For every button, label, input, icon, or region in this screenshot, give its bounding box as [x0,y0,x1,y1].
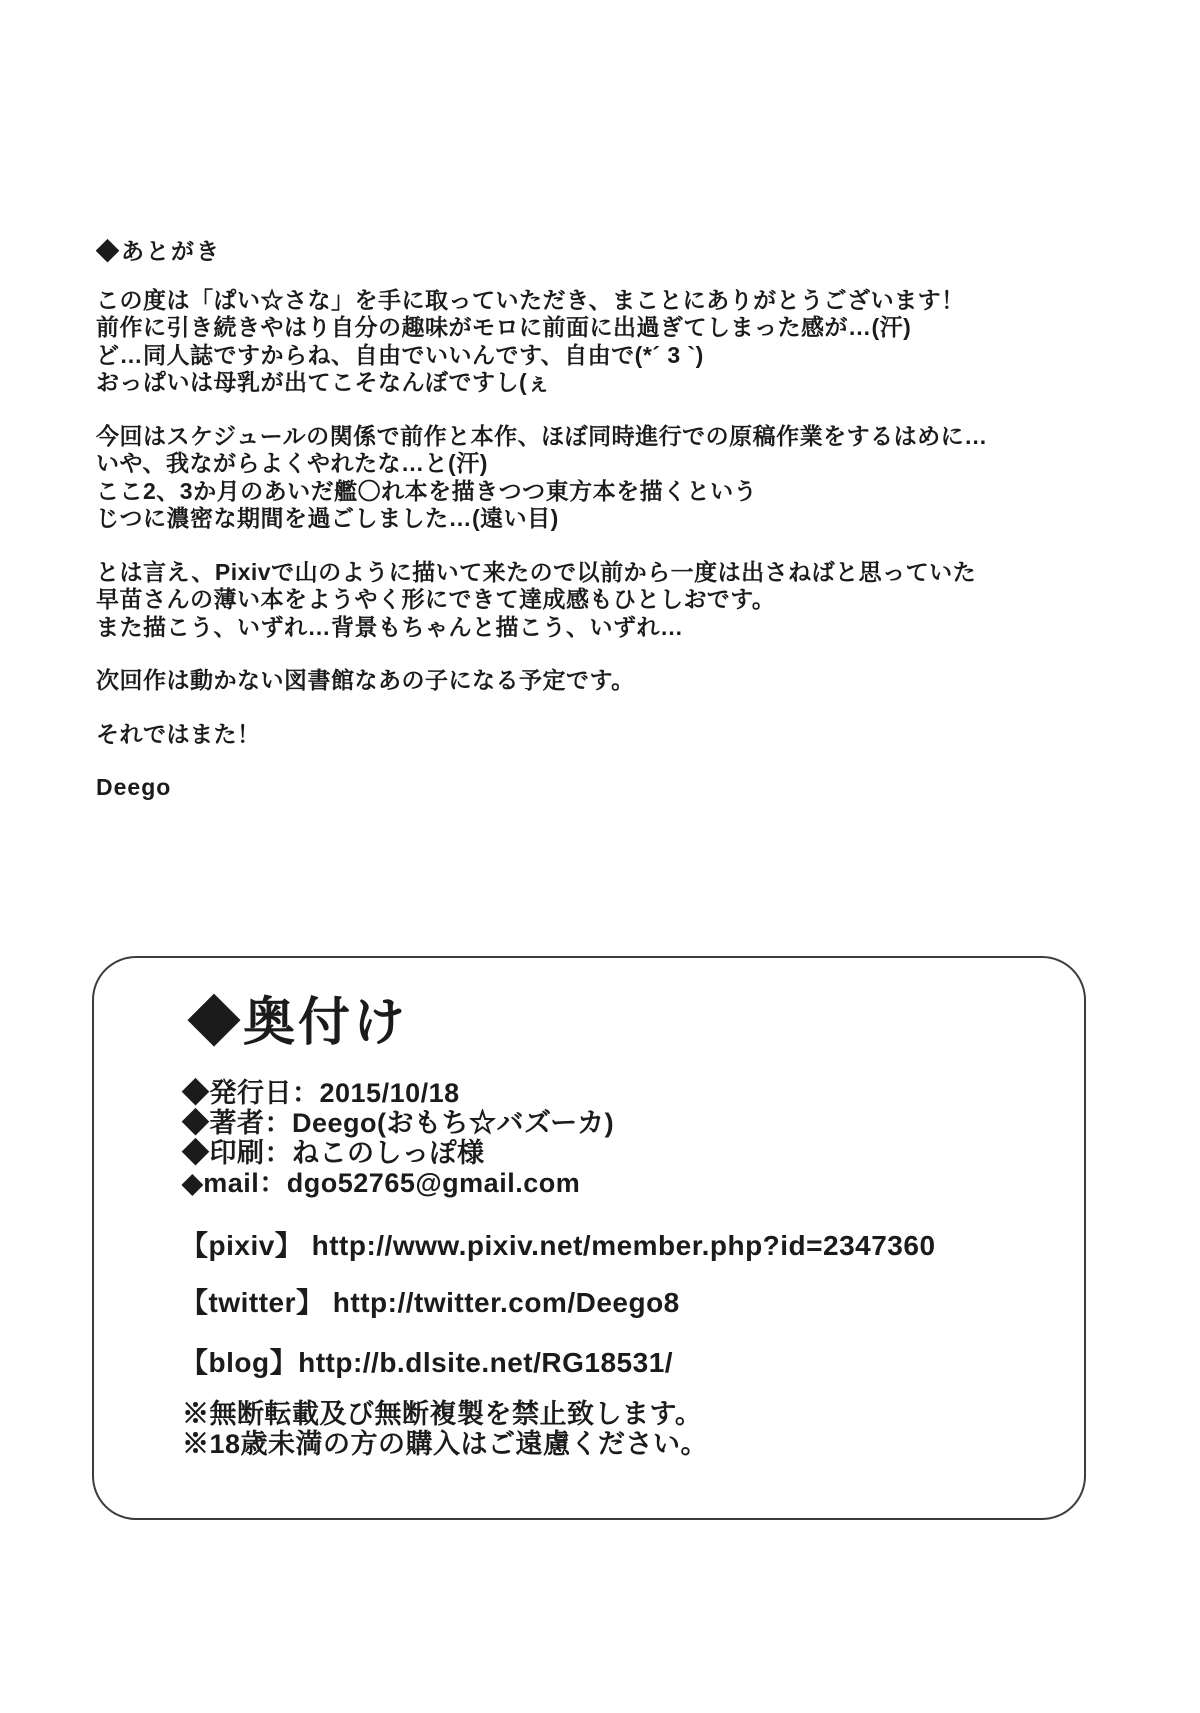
pixiv-url-line: 【pixiv】 http://www.pixiv.net/member.php?id=2347360 [180,1230,936,1261]
afterword-paragraph-1 [96,287,1116,397]
afterword-line: じつに濃密な期間を過ごしました…(遠い目) [96,505,559,531]
colophon-info-list [182,1078,614,1198]
afterword-line: ど…同人誌ですからね、自由でいいんです、自由で(*´ 3 `) [96,341,704,368]
author-line: ◆著者：Deego(おもち☆バズーカ) [182,1108,615,1138]
afterword-line: 今回はスケジュールの関係で前作と本作、ほぼ同時進行での原稿作業をするはめに… [96,422,988,449]
afterword-paragraph-4 [96,667,1116,695]
afterword-paragraph-2 [96,423,1116,533]
afterword-line: いや、我ながらよくやれたな…と(汗) [96,450,488,476]
afterword-line: それではまた！ [96,720,261,747]
afterword-line: 前作に引き続きやはり自分の趣味がモロに前面に出過ぎてしまった感が…(汗) [96,314,912,340]
afterword-line: とは言え、Pixivで山のように描いて来たので以前から一度は出さねばと思っていた [96,558,977,585]
afterword-line: 早苗さんの薄い本をようやく形にできて達成感もひとしおです。 [96,586,776,612]
afterword-line: ここ2、3か月のあいだ艦〇れ本を描きつつ東方本を描くという [96,477,758,504]
printer-line: ◆印刷：ねこのしっぽ様 [182,1138,485,1168]
mail-line: ◆mail：dgo52765@gmail.com [182,1168,581,1198]
afterword-line: この度は「ぱい☆さな」を手に取っていただき、まことにありがとうございます！ [96,286,965,313]
colophon-heading: ◆奥付け [188,994,409,1052]
no-reproduction-notice: ※無断転載及び無断複製を禁止致します。 [182,1399,703,1429]
age-restriction-notice: ※18歳未満の方の購入はご遠慮ください。 [182,1429,709,1459]
blog-url-line: 【blog】http://b.dlsite.net/RG18531/ [180,1347,674,1378]
legal-notices [182,1399,708,1459]
afterword-line: また描こう、いずれ…背景もちゃんと描こう、いずれ… [96,613,684,640]
afterword-heading: ◆あとがき [96,238,221,264]
afterword-line: おっぱいは母乳が出てこそなんぼですし(ぇ [96,369,551,395]
twitter-url-line: 【twitter】 http://twitter.com/Deego8 [180,1287,680,1318]
afterword-paragraph-5 [96,721,1116,749]
colophon-box [92,956,1086,1520]
afterword-section [96,238,1116,802]
afterword-paragraph-3 [96,559,1116,642]
publish-date-line: ◆発行日：2015/10/18 [182,1078,460,1108]
afterword-line: 次回作は動かない図書館なあの子になる予定です。 [96,667,635,693]
author-signature: Deego [96,774,172,800]
